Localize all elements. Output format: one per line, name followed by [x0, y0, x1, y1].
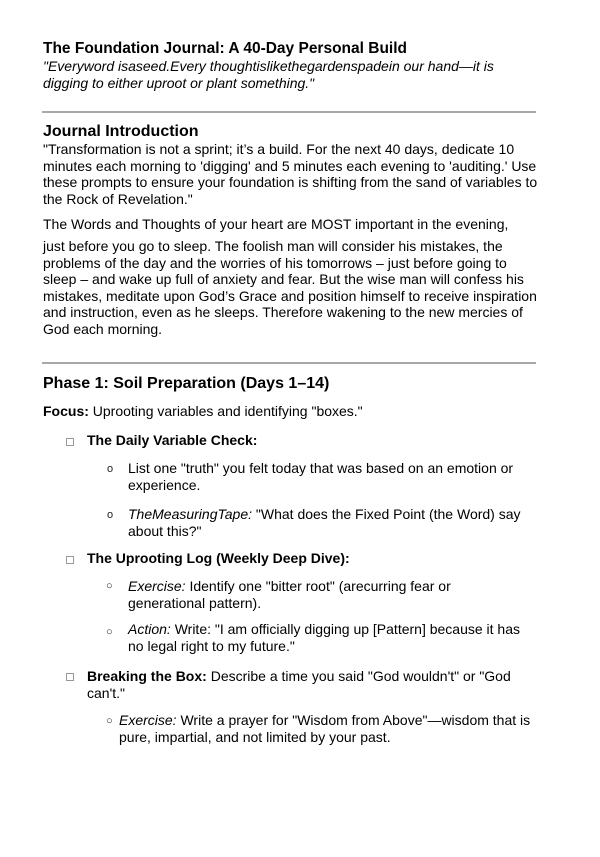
sub-item-text: List one "truth" you felt today that was based on an emotion or experience.: [128, 460, 514, 493]
sub-item-label: Action:: [128, 621, 171, 637]
bullet-marker: o: [107, 463, 114, 475]
sub-item: [128, 460, 538, 494]
sub-item-text: Write: "I am officially digging up [Pattern] because it has no legal right to my future.": [128, 621, 520, 654]
intro-paragraph-2-first-line: The Words and Thoughts of your heart are MOST important in the evening,: [43, 216, 509, 232]
sub-item-label: TheMeasuringTape:: [128, 506, 253, 522]
sub-item: [128, 578, 488, 612]
bullet-marker: ○: [106, 580, 113, 592]
item-checkbox[interactable]: [66, 673, 74, 681]
sub-item-label: Exercise:: [119, 712, 177, 728]
item-title: The Daily Variable Check:: [87, 432, 258, 448]
sub-item: [110, 712, 539, 746]
phase1-heading: Phase 1: Soil Preparation (Days 1–14): [43, 375, 330, 392]
phase1-focus: [43, 403, 363, 419]
intro-paragraph-1: "Transformation is not a sprint; it’s a build. For the next 40 days, dedicate 10 minutes each morning to 'digging' and 5 minutes each evening to 'auditing.' Use these prompts to ensure your foundation is shifting from the sand of variables to the Rock of Revelation.": [43, 141, 538, 207]
intro-paragraph-2-body: just before you go to sleep. The foolish man will consider his mistakes, the problems of the day and the worries of his tomorrows – just before going to sleep – and wake up full of anxiety and fear. But the wise man will confess his mistakes, meditate upon God’s Grace and position himself to receive inspiration and instruction, even as he sleeps. Therefore wakening to the new mercies of God each morning.: [43, 238, 537, 337]
focus-text: Uprooting variables and identifying "boxes.": [88, 403, 363, 419]
bullet-marker: ○: [106, 715, 113, 727]
bullet-marker: o: [107, 509, 114, 521]
sub-item-label: Exercise:: [128, 578, 186, 594]
sub-item: [128, 621, 538, 655]
section-divider: [42, 111, 536, 113]
sub-item: [128, 506, 523, 540]
document-title: The Foundation Journal: A 40-Day Personal Build: [43, 40, 408, 57]
item-text: Describe a time you said "God wouldn't" or "God can't.": [87, 668, 511, 701]
sub-item-text: Write a prayer for "Wisdom from Above"—wisdom that is pure, impartial, and not limited by your past.: [119, 712, 531, 745]
sub-item-text: Identify one "bitter root" (arecurring fear or generational pattern).: [128, 578, 451, 611]
item-checkbox[interactable]: [66, 438, 74, 446]
sub-item-text: "What does the Fixed Point (the Word) say about this?": [128, 506, 521, 539]
document-subtitle-quote: "Everyword isaseed.Every thoughtislikethegardenspadein our hand—it is digging to either uproot or plant something.": [43, 58, 494, 91]
item-title: The Uprooting Log (Weekly Deep Dive):: [87, 550, 350, 566]
intro-heading: Journal Introduction: [43, 123, 199, 140]
item-box-breaking: [87, 668, 532, 702]
focus-label: Focus:: [43, 403, 89, 419]
item-checkbox[interactable]: [66, 556, 74, 564]
bullet-marker: ○: [106, 626, 113, 638]
item-title: Breaking the Box:: [87, 668, 207, 684]
section-divider: [42, 362, 536, 364]
